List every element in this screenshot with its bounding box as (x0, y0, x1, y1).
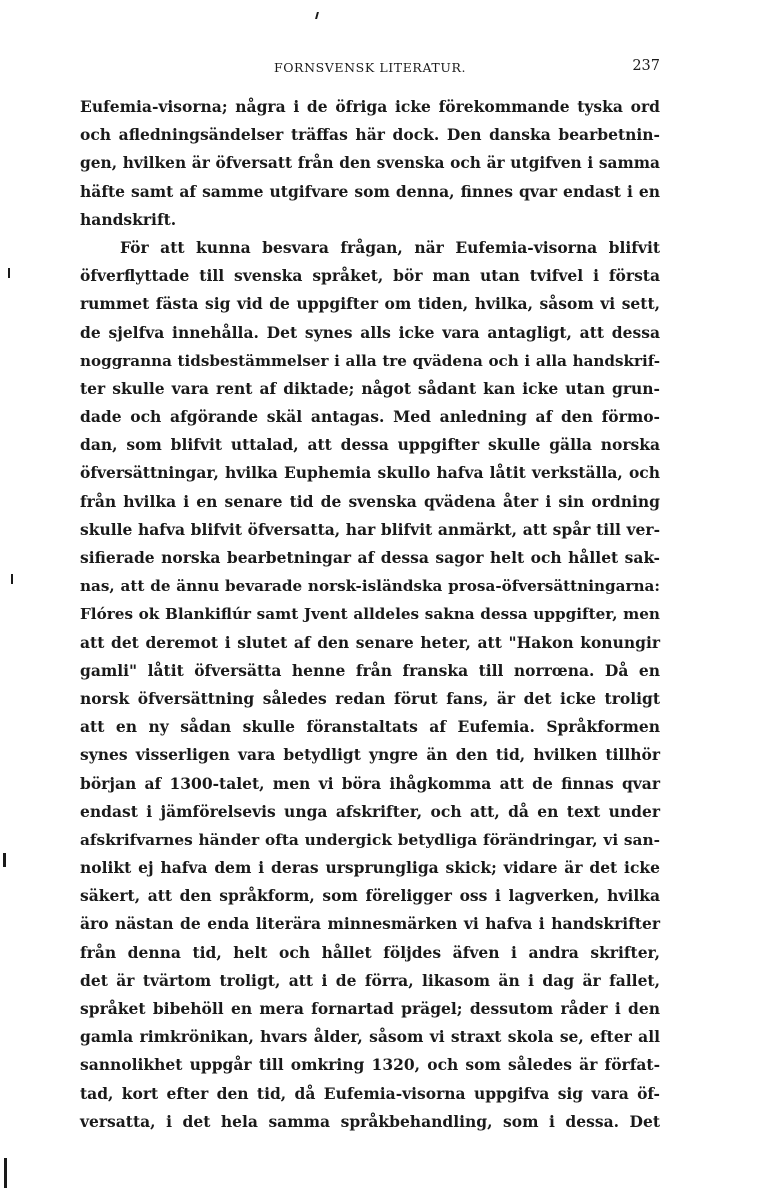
text-line: det är tvärtom troligt, att i de förra, likasom än i dag är fallet, (80, 970, 660, 990)
text-line: häfte samt af samme utgifvare som denna, finnes qvar endast i en (80, 181, 660, 201)
text-line: nas, att de ännu bevarade norsk-isländska prosa-öfversättningarna: (80, 577, 660, 596)
text-line: nolikt ej hafva dem i deras ursprungliga skick; vidare är det icke (80, 858, 660, 878)
text-line: endast i jämförelsevis unga afskrifter, och att, då en text under (80, 801, 660, 821)
page-number: 237 (632, 58, 660, 74)
text-line: äro nästan de enda literära minnesmärken vi hafva i handskrifter (80, 914, 660, 934)
text-line: sannolikhet uppgår till omkring 1320, och som således är förfat- (80, 1055, 660, 1075)
text-line: språket bibehöll en mera fornartad prägel; dessutom råder i den (80, 999, 660, 1018)
paragraph-start-line: För att kunna besvara frågan, när Eufemia-visorna blifvit (120, 237, 660, 257)
text-line: öfversättningar, hvilka Euphemia skullo hafva låtit verkställa, och (80, 463, 660, 483)
text-line: öfverflyttade till svenska språket, bör man utan tvifvel i första (80, 266, 660, 286)
text-line: dade och afgörande skäl antagas. Med anledning af den förmo- (80, 407, 660, 427)
text-line: att det deremot i slutet af den senare heter, att "Hakon konungir (80, 632, 660, 652)
text-line: rummet fästa sig vid de uppgifter om tiden, hvilka, såsom vi sett, (80, 294, 660, 314)
text-line: norsk öfversättning således redan förut fans, är det icke troligt (80, 688, 660, 708)
text-line: gamli" låtit öfversätta henne från franska till norrœna. Då en (80, 660, 660, 680)
text-line: dan, som blifvit uttalad, att dessa uppgifter skulle gälla norska (80, 435, 660, 455)
ink-speck-mark (315, 12, 319, 19)
text-line: från denna tid, helt och hållet följdes äfven i andra skrifter, (80, 942, 660, 962)
text-line: versatta, i det hela samma språkbehandling, som i dessa. Det (80, 1111, 660, 1131)
running-title: FORNSVENSK LITERATUR. (273, 60, 467, 75)
margin-speck-mark (11, 574, 13, 584)
text-line: afskrifvarnes händer ofta undergick betydliga förändringar, vi san- (80, 830, 660, 849)
text-line: gamla rimkrönikan, hvars ålder, såsom vi straxt skola se, efter all (80, 1027, 660, 1047)
margin-speck-mark (8, 268, 10, 278)
text-line: de sjelfva innehålla. Det synes alls icke vara antagligt, att dessa (80, 322, 660, 342)
page-edge-mark (4, 1158, 7, 1188)
text-line: synes visserligen vara betydligt yngre än den tid, hvilken tillhör (80, 745, 660, 765)
text-line: Flóres ok Blankiflúr samt Jvent alldeles sakna dessa uppgifter, men (80, 605, 660, 624)
text-line: ter skulle vara rent af diktade; något sådant kan icke utan grun- (80, 378, 660, 398)
text-line: och afledningsändelser träffas här dock. Den danska bearbetnin- (80, 125, 660, 145)
text-line: skulle hafva blifvit öfversatta, har blifvit anmärkt, att spår till ver- (80, 519, 660, 539)
text-line: Eufemia-visorna; några i de öfriga icke förekommande tyska ord (80, 97, 660, 116)
margin-speck-mark (3, 853, 6, 867)
text-line: tad, kort efter den tid, då Eufemia-visorna uppgifva sig vara öf- (80, 1083, 660, 1103)
text-line: noggranna tidsbestämmelser i alla tre qvädena och i alla handskrif- (80, 351, 660, 370)
text-line: handskrift. (80, 209, 177, 229)
text-line: att en ny sådan skulle föranstaltats af Eufemia. Språkformen (80, 717, 660, 737)
text-body (80, 93, 660, 1136)
text-line: säkert, att den språkform, som föreligger oss i lagverken, hvilka (80, 886, 660, 906)
text-line: sifierade norska bearbetningar af dessa sagor helt och hållet sak- (80, 548, 660, 567)
text-line: från hvilka i en senare tid de svenska qvädena åter i sin ordning (80, 491, 660, 511)
text-line: början af 1300-talet, men vi böra ihågkomma att de finnas qvar (80, 773, 660, 793)
page-header (80, 60, 660, 84)
text-line: gen, hvilken är öfversatt från den svenska och är utgifven i samma (80, 154, 660, 173)
